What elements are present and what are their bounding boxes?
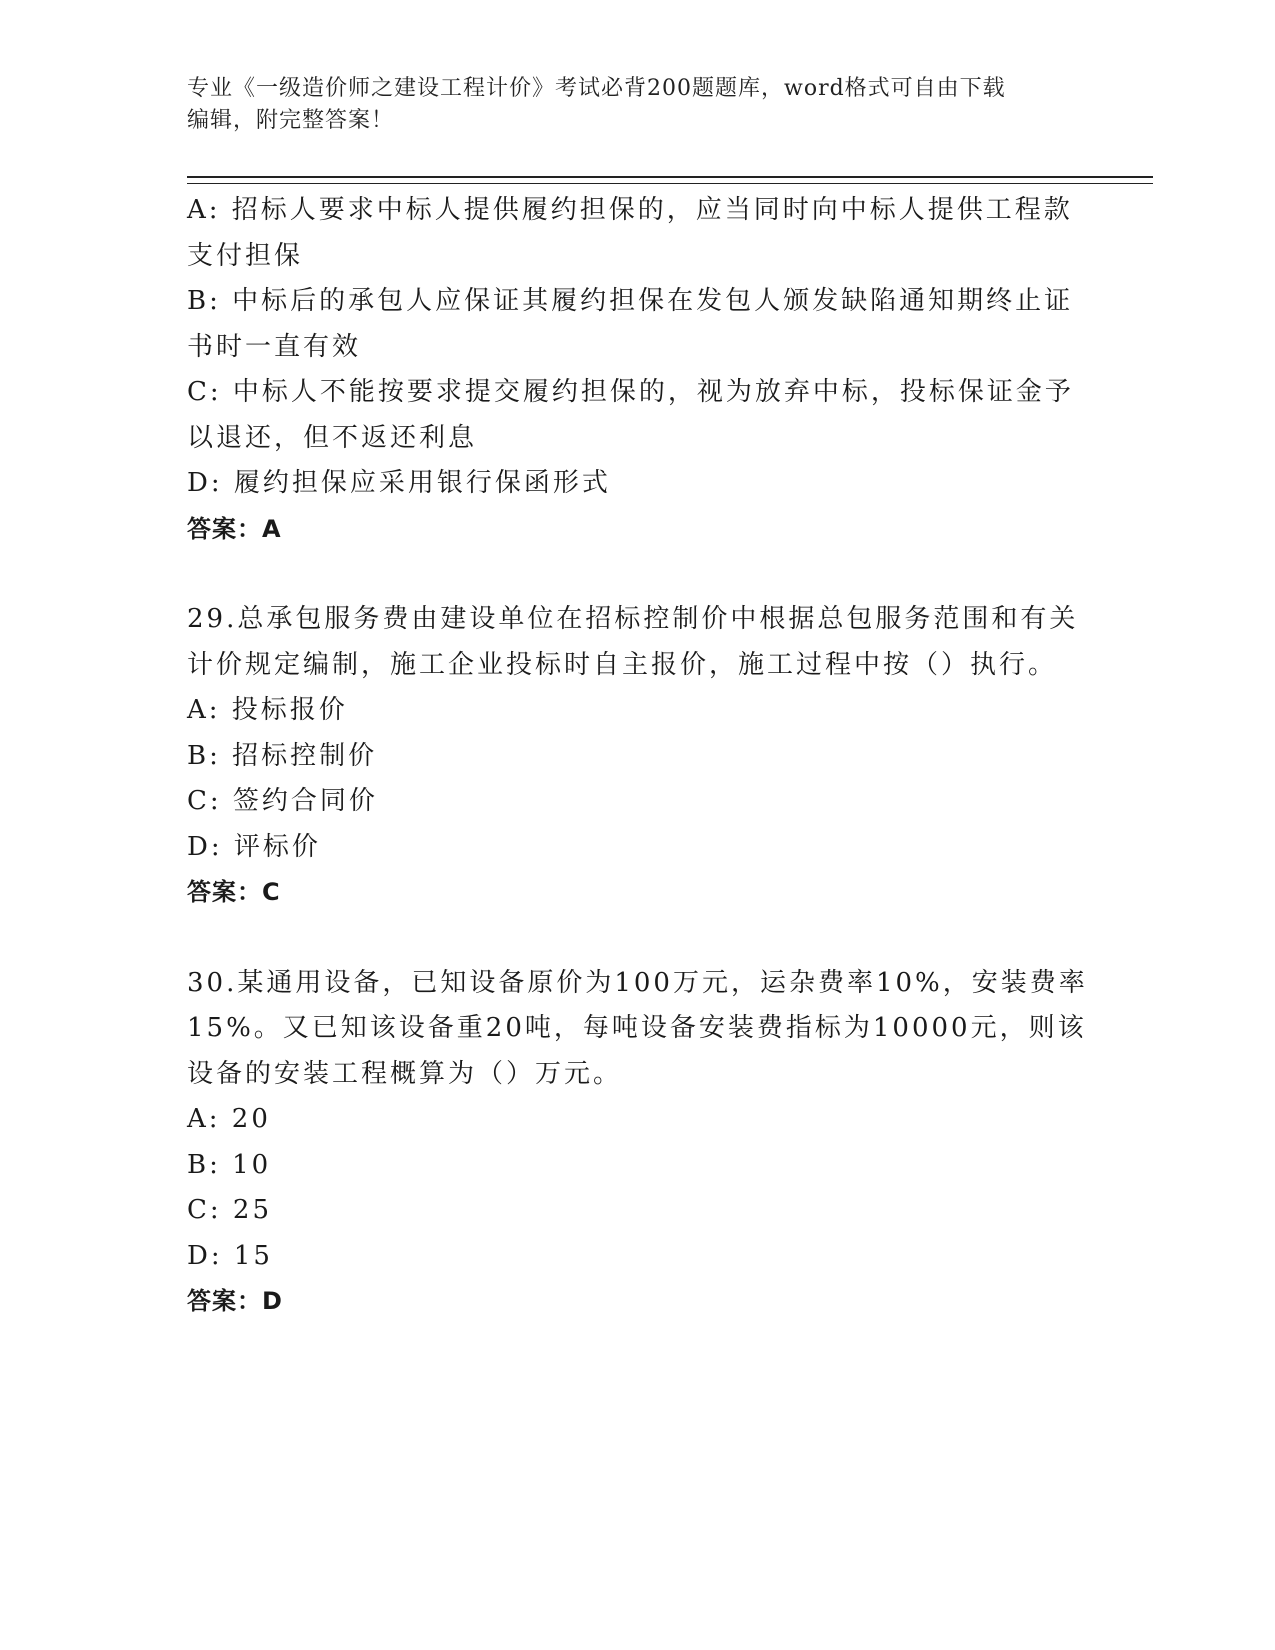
option-d: D: 评标价: [187, 831, 321, 862]
option-c-line-2: 以退还，但不返还利息: [187, 422, 478, 453]
document-body: [187, 188, 1087, 1325]
question-stem-line-3: 设备的安装工程概算为（）万元。: [187, 1058, 623, 1089]
option-a: A: 20: [187, 1104, 271, 1134]
question-stem-line-1: 30.某通用设备，已知设备原价为100万元，运杂费率10%，安装费率: [187, 967, 1088, 998]
option-c: C: 25: [187, 1195, 273, 1225]
answer-label: 答案：C: [187, 878, 281, 906]
option-a: A: 投标报价: [187, 695, 348, 725]
answer-label: 答案：D: [187, 1287, 283, 1315]
question-stem-line-1: 29.总承包服务费由建设单位在招标控制价中根据总包服务范围和有关: [187, 604, 1079, 634]
option-d: D: 15: [187, 1240, 273, 1271]
option-b: B: 10: [187, 1149, 272, 1180]
option-b-line-1: B: 中标后的承包人应保证其履约担保在发包人颁发缺陷通知期终止证: [187, 286, 1074, 316]
question-stem-line-2: 15%。又已知该设备重20吨，每吨设备安装费指标为10000元，则该: [187, 1013, 1087, 1043]
option-a-line-1: A: 招标人要求中标人提供履约担保的，应当同时向中标人提供工程款: [187, 195, 1073, 225]
header-divider: [187, 176, 1153, 184]
option-d: D: 履约担保应采用银行保函形式: [187, 468, 611, 498]
question-29-block: [187, 597, 1087, 916]
document-header: [187, 73, 1067, 137]
header-title-line-1: 专业《一级造价师之建设工程计价》考试必背200题题库，word格式可自由下载: [187, 76, 1006, 101]
header-title-line-2: 编辑，附完整答案！: [187, 108, 395, 133]
option-c-line-1: C: 中标人不能按要求提交履约担保的，视为放弃中标，投标保证金予: [187, 377, 1074, 407]
option-a-line-2: 支付担保: [187, 240, 304, 271]
question-stem-line-2: 计价规定编制，施工企业投标时自主报价，施工过程中按（）执行。: [187, 649, 1058, 680]
option-c: C: 签约合同价: [187, 786, 378, 816]
option-b: B: 招标控制价: [187, 740, 378, 771]
question-30-block: [187, 961, 1087, 1325]
answer-label: 答案：A: [187, 514, 282, 543]
question-28-block: [187, 188, 1087, 552]
option-b-line-2: 书时一直有效: [187, 331, 362, 362]
